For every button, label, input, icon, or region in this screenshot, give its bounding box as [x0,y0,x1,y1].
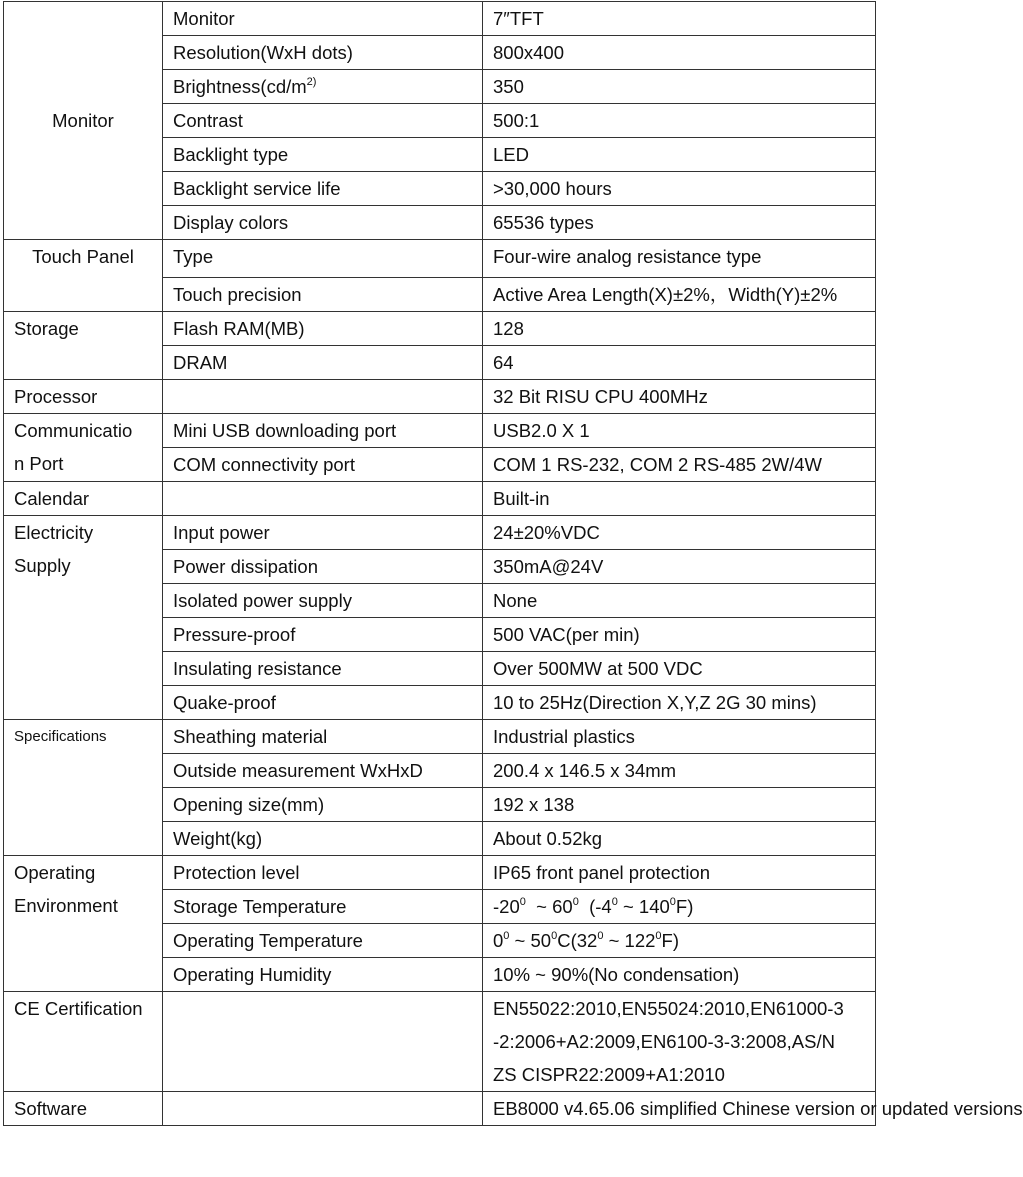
temp-part: 0 [493,930,504,951]
spec-value: Built-in [483,482,876,516]
category-monitor: Monitor [4,2,163,240]
degree-superscript: 0 [597,929,604,942]
spec-value: 500:1 [483,104,876,138]
table-row [4,720,876,754]
spec-label: Pressure-proof [163,618,483,652]
category-operating-environment [4,856,163,992]
spec-label [163,992,483,1092]
degree-superscript: 0 [669,895,676,908]
spec-value: 500 VAC(per min) [483,618,876,652]
spec-value: 350mA@24V [483,550,876,584]
spec-label: Outside measurement WxHxD [163,754,483,788]
degree-superscript: 0 [572,895,579,908]
category-processor: Processor [4,380,163,414]
spec-value: 800x400 [483,36,876,70]
table-row [4,312,876,346]
spec-label: Power dissipation [163,550,483,584]
spec-value: 65536 types [483,206,876,240]
temp-part: ~ 140 [617,896,670,917]
temp-part: ~ 122 [603,930,656,951]
spec-value: Active Area Length(X)±2%，Width(Y)±2% [483,278,876,312]
spec-label: Input power [163,516,483,550]
temp-part: -20 [493,896,520,917]
spec-value: 128 [483,312,876,346]
category-line: Electricity [14,522,94,543]
spec-value [483,924,876,958]
spec-value: COM 1 RS-232, COM 2 RS-485 2W/4W [483,448,876,482]
spec-value [483,992,876,1092]
category-storage: Storage [4,312,163,380]
table-row [4,1092,876,1126]
spec-label: DRAM [163,346,483,380]
temp-part: (-4 [578,896,612,917]
spec-value: EB8000 v4.65.06 simplified Chinese version or updated versions [483,1092,876,1126]
table-row [4,482,876,516]
table-row [4,992,876,1092]
spec-label: Quake-proof [163,686,483,720]
degree-superscript: 0 [503,929,510,942]
spec-label [163,482,483,516]
spec-label [163,70,483,104]
category-specifications: Specifications [4,720,163,856]
spec-value: 200.4 x 146.5 x 34mm [483,754,876,788]
spec-value: 10% ~ 90%(No condensation) [483,958,876,992]
spec-value: None [483,584,876,618]
table-row [4,856,876,890]
category-ce-certification: CE Certification [4,992,163,1092]
spec-label: Insulating resistance [163,652,483,686]
spec-label: Contrast [163,104,483,138]
temp-part: F) [675,896,694,917]
spec-value: 7″TFT [483,2,876,36]
spec-value: 192 x 138 [483,788,876,822]
category-communication-port [4,414,163,482]
table-row [4,240,876,278]
spec-label: Sheathing material [163,720,483,754]
specification-table [3,1,1023,1126]
temp-part: C(32 [557,930,598,951]
table-row [4,516,876,550]
table-row [4,2,876,36]
spec-label: Backlight type [163,138,483,172]
spec-label: Operating Temperature [163,924,483,958]
category-electricity-supply [4,516,163,720]
spec-value: Over 500MW at 500 VDC [483,652,876,686]
spec-label: Opening size(mm) [163,788,483,822]
spec-label: Type [163,240,483,278]
spec-label [163,380,483,414]
spec-value: Industrial plastics [483,720,876,754]
spec-value: Four-wire analog resistance type [483,240,876,278]
spec-value: About 0.52kg [483,822,876,856]
category-touch-panel: Touch Panel [4,240,163,312]
spec-value: IP65 front panel protection [483,856,876,890]
ce-line: -2:2006+A2:2009,EN6100-3-3:2008,AS/N [493,1031,835,1052]
table-row [4,380,876,414]
temp-part: ~ 50 [509,930,552,951]
spec-label: Touch precision [163,278,483,312]
spec-label: Flash RAM(MB) [163,312,483,346]
spec-label: Storage Temperature [163,890,483,924]
spec-label: Resolution(WxH dots) [163,36,483,70]
spec-label [163,1092,483,1126]
spec-value: 64 [483,346,876,380]
spec-label: Monitor [163,2,483,36]
degree-superscript: 0 [655,929,662,942]
spec-label: Display colors [163,206,483,240]
brightness-label: Brightness(cd/m [173,76,307,97]
spec-value: 24±20%VDC [483,516,876,550]
degree-superscript: 0 [519,895,526,908]
category-line: Communicatio [14,420,133,441]
category-line: n Port [14,453,64,474]
ce-line: EN55022:2010,EN55024:2010,EN61000-3 [493,998,844,1019]
spec-label: Weight(kg) [163,822,483,856]
degree-superscript: 0 [551,929,558,942]
category-calendar: Calendar [4,482,163,516]
category-line: Supply [14,555,71,576]
spec-label: Mini USB downloading port [163,414,483,448]
category-line: Operating [14,862,96,883]
spec-label: Backlight service life [163,172,483,206]
temp-part: ~ 60 [525,896,573,917]
spec-label: Protection level [163,856,483,890]
brightness-superscript: 2) [306,75,317,88]
temp-part: F) [661,930,679,951]
spec-value: 32 Bit RISU CPU 400MHz [483,380,876,414]
table-row [4,414,876,448]
category-software: Software [4,1092,163,1126]
category-line: Environment [14,895,118,916]
degree-superscript: 0 [611,895,618,908]
ce-line: ZS CISPR22:2009+A1:2010 [493,1064,725,1085]
spec-label: Isolated power supply [163,584,483,618]
spec-label: Operating Humidity [163,958,483,992]
spec-value: >30,000 hours [483,172,876,206]
spec-value [483,890,876,924]
spec-value: USB2.0 X 1 [483,414,876,448]
spec-value: 10 to 25Hz(Direction X,Y,Z 2G 30 mins) [483,686,876,720]
spec-value: 350 [483,70,876,104]
spec-value: LED [483,138,876,172]
spec-label: COM connectivity port [163,448,483,482]
